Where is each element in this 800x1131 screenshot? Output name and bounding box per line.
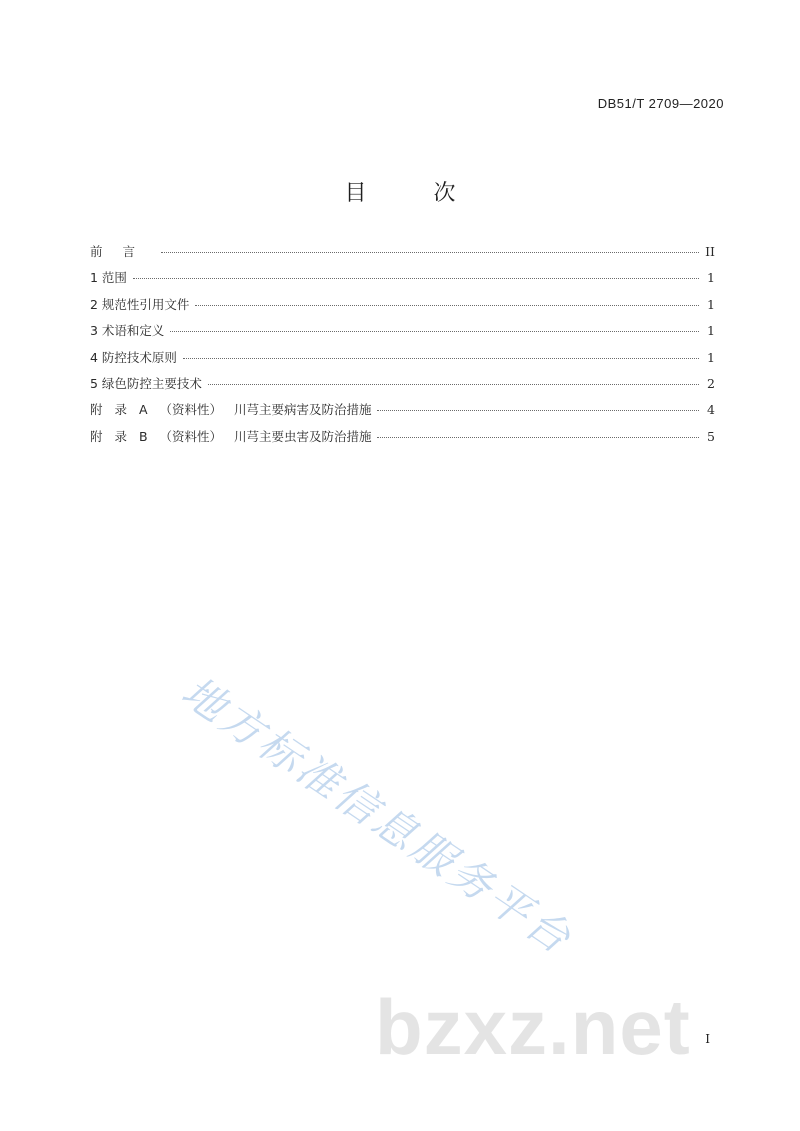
dot-leader — [195, 305, 699, 306]
toc-entry-appendix-a[interactable] — [90, 400, 715, 426]
toc-entry-page: 1 — [707, 296, 715, 312]
toc-entry-page: 2 — [707, 375, 715, 391]
toc-entry-green-control-techniques[interactable] — [90, 374, 715, 400]
toc-entry-page: 5 — [707, 428, 715, 444]
toc-entry-foreword[interactable] — [90, 242, 715, 268]
page-number: I — [705, 1032, 710, 1046]
toc-entry-terms-definitions[interactable] — [90, 321, 715, 347]
dot-leader — [377, 437, 699, 438]
platform-watermark: 地方标准信息服务平台 — [173, 666, 582, 965]
toc-entry-control-principles[interactable] — [90, 348, 715, 374]
toc-title: 目 次 — [344, 181, 486, 206]
site-watermark: bzxz.net — [375, 983, 691, 1071]
toc-entry-label: 4 防控技术原则 — [90, 349, 177, 365]
toc-entry-label: 3 术语和定义 — [90, 323, 165, 339]
toc-entry-page: 4 — [707, 402, 715, 418]
toc-entry-page: 1 — [707, 349, 715, 365]
toc-entry-label: 前言 — [90, 244, 156, 259]
document-code: DB51/T 2709—2020 — [597, 96, 724, 111]
table-of-contents — [90, 242, 715, 453]
toc-entry-normative-references[interactable] — [90, 295, 715, 321]
toc-entry-label: 附 录 B （资料性） 川芎主要虫害及防治措施 — [90, 428, 372, 444]
toc-entry-appendix-b[interactable] — [90, 427, 715, 453]
toc-entry-label: 附 录 A （资料性） 川芎主要病害及防治措施 — [90, 402, 372, 418]
toc-entry-page: 1 — [707, 270, 715, 286]
dot-leader — [170, 331, 699, 332]
toc-entry-label: 5 绿色防控主要技术 — [90, 375, 202, 391]
dot-leader — [183, 358, 699, 359]
toc-entry-label: 1 范围 — [90, 270, 127, 286]
dot-leader — [377, 410, 699, 411]
toc-entry-scope[interactable] — [90, 268, 715, 294]
dot-leader — [208, 384, 699, 385]
dot-leader — [133, 278, 699, 279]
toc-entry-page: II — [705, 244, 715, 259]
dot-leader — [161, 252, 699, 253]
toc-entry-label: 2 规范性引用文件 — [90, 296, 190, 312]
toc-entry-page: 1 — [707, 323, 715, 339]
